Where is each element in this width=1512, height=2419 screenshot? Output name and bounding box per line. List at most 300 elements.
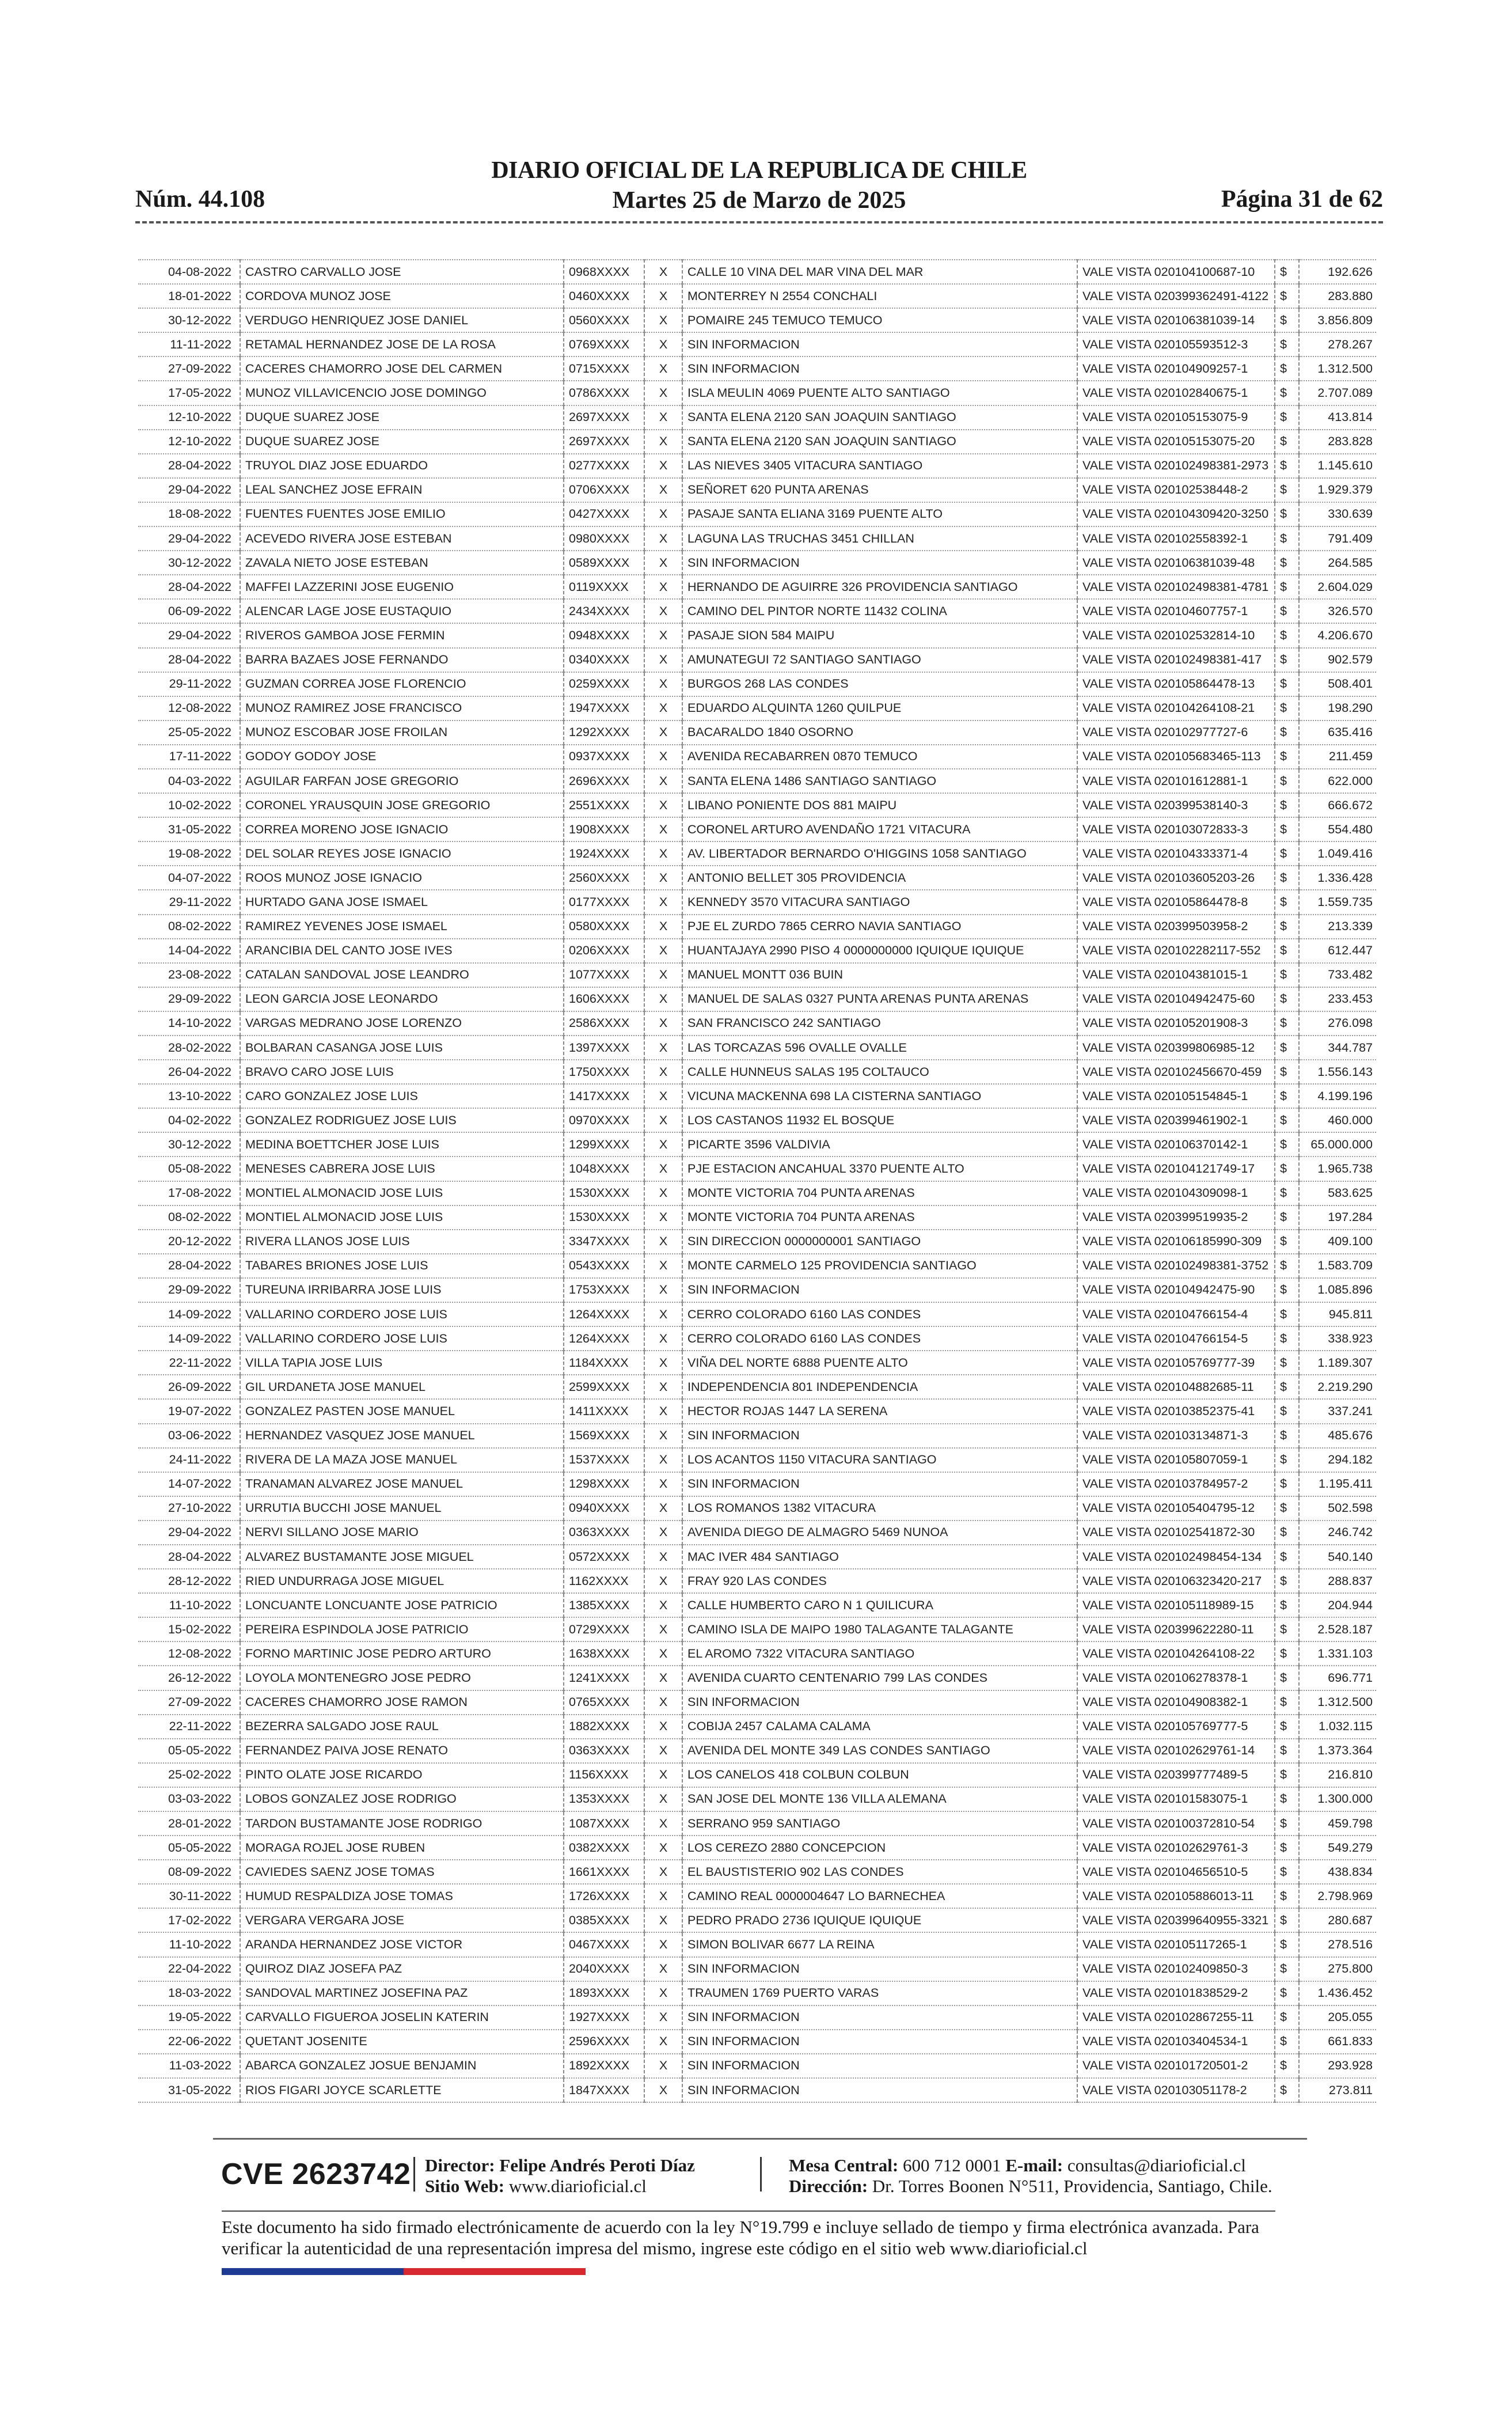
cell-document: VALE VISTA 020399806985-12 xyxy=(1077,1036,1275,1060)
cell-document: VALE VISTA 020102538448-2 xyxy=(1077,478,1275,502)
cell-id: 1661XXXX xyxy=(564,1860,644,1884)
cell-document: VALE VISTA 020104766154-4 xyxy=(1077,1302,1275,1326)
cell-currency: $ xyxy=(1275,1424,1299,1448)
cell-document: VALE VISTA 020106381039-48 xyxy=(1077,551,1275,575)
cell-address: AVENIDA DIEGO DE ALMAGRO 5469 NUNOA xyxy=(682,1521,1077,1545)
cell-id: 2599XXXX xyxy=(564,1375,644,1399)
cell-mark: X xyxy=(644,1181,682,1205)
table-row xyxy=(138,648,1376,672)
cell-name: DEL SOLAR REYES JOSE IGNACIO xyxy=(240,841,564,866)
cell-mark: X xyxy=(644,2078,682,2102)
table-row xyxy=(138,332,1376,357)
cell-id: 0382XXXX xyxy=(564,1836,644,1860)
cell-date: 05-05-2022 xyxy=(138,1739,240,1763)
cell-currency: $ xyxy=(1275,1472,1299,1496)
cell-id: 0706XXXX xyxy=(564,478,644,502)
legal-notice: Este documento ha sido firmado electrónicamente de acuerdo con la ley N°19.799 e incluye sellado de tiempo y firma electrónica avanzada. Para verificar la autenticidad de una representación impresa del mismo, ingrese este código en el sitio web www.diarioficial.cl xyxy=(222,2217,1259,2258)
cell-currency: $ xyxy=(1275,1399,1299,1423)
cell-amount: 460.000 xyxy=(1299,1108,1376,1132)
table-row xyxy=(138,1739,1376,1763)
cell-name: QUETANT JOSENITE xyxy=(240,2030,564,2054)
cell-mark: X xyxy=(644,1569,682,1593)
cell-id: 1924XXXX xyxy=(564,841,644,866)
cell-address: SEÑORET 620 PUNTA ARENAS xyxy=(682,478,1077,502)
cell-address: HECTOR ROJAS 1447 LA SERENA xyxy=(682,1399,1077,1423)
table-row xyxy=(138,551,1376,575)
cell-id: 1264XXXX xyxy=(564,1326,644,1351)
cell-address: SANTA ELENA 1486 SANTIAGO SANTIAGO xyxy=(682,769,1077,793)
cell-document: VALE VISTA 020106381039-14 xyxy=(1077,308,1275,332)
cell-id: 1162XXXX xyxy=(564,1569,644,1593)
footer-contact-block xyxy=(789,2155,1272,2197)
cell-address: MANUEL DE SALAS 0327 PUNTA ARENAS PUNTA ARENAS xyxy=(682,987,1077,1011)
cell-amount: 902.579 xyxy=(1299,648,1376,672)
cell-date: 04-02-2022 xyxy=(138,1108,240,1132)
cell-amount: 549.279 xyxy=(1299,1836,1376,1860)
cell-date: 14-09-2022 xyxy=(138,1326,240,1351)
cell-currency: $ xyxy=(1275,817,1299,841)
cell-address: PEDRO PRADO 2736 IQUIQUE IQUIQUE xyxy=(682,1908,1077,1932)
cell-amount: 337.241 xyxy=(1299,1399,1376,1423)
cell-document: VALE VISTA 020102629761-3 xyxy=(1077,1836,1275,1860)
cell-mark: X xyxy=(644,672,682,696)
cell-currency: $ xyxy=(1275,551,1299,575)
cell-address: KENNEDY 3570 VITACURA SANTIAGO xyxy=(682,890,1077,914)
cell-amount: 2.707.089 xyxy=(1299,381,1376,405)
cell-address: SIN INFORMACION xyxy=(682,2030,1077,2054)
cell-name: MUNOZ ESCOBAR JOSE FROILAN xyxy=(240,721,564,745)
cell-address: CORONEL ARTURO AVENDAÑO 1721 VITACURA xyxy=(682,817,1077,841)
table-row xyxy=(138,817,1376,841)
cell-document: VALE VISTA 020104942475-60 xyxy=(1077,987,1275,1011)
cell-name: LEAL SANCHEZ JOSE EFRAIN xyxy=(240,478,564,502)
cell-mark: X xyxy=(644,841,682,866)
publication-date: Martes 25 de Marzo de 2025 xyxy=(612,187,906,214)
cell-address: POMAIRE 245 TEMUCO TEMUCO xyxy=(682,308,1077,332)
cell-address: BURGOS 268 LAS CONDES xyxy=(682,672,1077,696)
cell-amount: 264.585 xyxy=(1299,551,1376,575)
cell-currency: $ xyxy=(1275,526,1299,551)
cell-document: VALE VISTA 020105153075-9 xyxy=(1077,405,1275,430)
cell-id: 1927XXXX xyxy=(564,2005,644,2030)
cell-address: SIN INFORMACION xyxy=(682,357,1077,381)
cell-amount: 2.528.187 xyxy=(1299,1617,1376,1641)
cell-name: BARRA BAZAES JOSE FERNANDO xyxy=(240,648,564,672)
cell-name: ROOS MUNOZ JOSE IGNACIO xyxy=(240,866,564,890)
cell-mark: X xyxy=(644,2054,682,2078)
cell-id: 1847XXXX xyxy=(564,2078,644,2102)
cell-amount: 1.556.143 xyxy=(1299,1060,1376,1084)
cell-currency: $ xyxy=(1275,841,1299,866)
cell-address: LOS ACANTOS 1150 VITACURA SANTIAGO xyxy=(682,1448,1077,1472)
cell-name: PEREIRA ESPINDOLA JOSE PATRICIO xyxy=(240,1617,564,1641)
cell-address: LAS TORCAZAS 596 OVALLE OVALLE xyxy=(682,1036,1077,1060)
cell-document: VALE VISTA 020101583075-1 xyxy=(1077,1787,1275,1811)
table-row xyxy=(138,1060,1376,1084)
cell-document: VALE VISTA 020105153075-20 xyxy=(1077,430,1275,454)
cell-amount: 280.687 xyxy=(1299,1908,1376,1932)
cell-date: 03-03-2022 xyxy=(138,1787,240,1811)
table-row xyxy=(138,745,1376,769)
cell-name: ABARCA GONZALEZ JOSUE BENJAMIN xyxy=(240,2054,564,2078)
cell-mark: X xyxy=(644,502,682,526)
cell-address: SIMON BOLIVAR 6677 LA REINA xyxy=(682,1932,1077,1957)
cell-mark: X xyxy=(644,454,682,478)
cell-name: DUQUE SUAREZ JOSE xyxy=(240,405,564,430)
cell-name: PINTO OLATE JOSE RICARDO xyxy=(240,1763,564,1787)
cell-id: 3347XXXX xyxy=(564,1230,644,1254)
cell-document: VALE VISTA 020102840675-1 xyxy=(1077,381,1275,405)
cell-currency: $ xyxy=(1275,1666,1299,1690)
cell-currency: $ xyxy=(1275,1787,1299,1811)
cell-amount: 204.944 xyxy=(1299,1593,1376,1617)
table-row xyxy=(138,1157,1376,1181)
cell-address: LOS CEREZO 2880 CONCEPCION xyxy=(682,1836,1077,1860)
cell-currency: $ xyxy=(1275,1084,1299,1108)
cell-amount: 1.300.000 xyxy=(1299,1787,1376,1811)
cell-name: CORREA MORENO JOSE IGNACIO xyxy=(240,817,564,841)
cell-mark: X xyxy=(644,1399,682,1423)
website-link[interactable]: www.diarioficial.cl xyxy=(508,2176,647,2196)
cell-id: 0937XXXX xyxy=(564,745,644,769)
table-row xyxy=(138,1181,1376,1205)
cell-name: LEON GARCIA JOSE LEONARDO xyxy=(240,987,564,1011)
table-row xyxy=(138,284,1376,308)
cell-name: GODOY GODOY JOSE xyxy=(240,745,564,769)
cell-date: 18-08-2022 xyxy=(138,502,240,526)
table-row xyxy=(138,1763,1376,1787)
cell-amount: 413.814 xyxy=(1299,405,1376,430)
cell-name: CACERES CHAMORRO JOSE RAMON xyxy=(240,1690,564,1715)
cell-currency: $ xyxy=(1275,1690,1299,1715)
table-row xyxy=(138,1860,1376,1884)
table-row xyxy=(138,1957,1376,1981)
cell-document: VALE VISTA 020105683465-113 xyxy=(1077,745,1275,769)
cell-currency: $ xyxy=(1275,1060,1299,1084)
records-table-body xyxy=(138,260,1376,2102)
cell-amount: 1.929.379 xyxy=(1299,478,1376,502)
cell-name: MENESES CABRERA JOSE LUIS xyxy=(240,1157,564,1181)
cell-date: 12-08-2022 xyxy=(138,696,240,721)
table-row xyxy=(138,1715,1376,1739)
cell-mark: X xyxy=(644,1884,682,1908)
cell-document: VALE VISTA 020105117265-1 xyxy=(1077,1932,1275,1957)
cell-currency: $ xyxy=(1275,405,1299,430)
cell-amount: 294.182 xyxy=(1299,1448,1376,1472)
cell-address: SIN INFORMACION xyxy=(682,1424,1077,1448)
cell-name: RAMIREZ YEVENES JOSE ISMAEL xyxy=(240,915,564,939)
cell-currency: $ xyxy=(1275,1108,1299,1132)
table-row xyxy=(138,1399,1376,1423)
cell-mark: X xyxy=(644,1981,682,2005)
cell-date: 31-05-2022 xyxy=(138,817,240,841)
cell-name: RIOS FIGARI JOYCE SCARLETTE xyxy=(240,2078,564,2102)
cell-date: 14-10-2022 xyxy=(138,1011,240,1036)
cell-address: LOS CASTANOS 11932 EL BOSQUE xyxy=(682,1108,1077,1132)
cell-amount: 205.055 xyxy=(1299,2005,1376,2030)
cell-name: SANDOVAL MARTINEZ JOSEFINA PAZ xyxy=(240,1981,564,2005)
cell-address: PICARTE 3596 VALDIVIA xyxy=(682,1132,1077,1157)
cell-amount: 485.676 xyxy=(1299,1424,1376,1448)
table-row xyxy=(138,769,1376,793)
cell-name: GONZALEZ PASTEN JOSE MANUEL xyxy=(240,1399,564,1423)
cell-name: VARGAS MEDRANO JOSE LORENZO xyxy=(240,1011,564,1036)
cell-document: VALE VISTA 020106278378-1 xyxy=(1077,1666,1275,1690)
cell-document: VALE VISTA 020105864478-8 xyxy=(1077,890,1275,914)
cell-document: VALE VISTA 020104656510-5 xyxy=(1077,1860,1275,1884)
cell-id: 1411XXXX xyxy=(564,1399,644,1423)
cell-amount: 554.480 xyxy=(1299,817,1376,841)
cell-currency: $ xyxy=(1275,1593,1299,1617)
cell-id: 2586XXXX xyxy=(564,1011,644,1036)
cell-date: 05-08-2022 xyxy=(138,1157,240,1181)
cell-document: VALE VISTA 020102558392-1 xyxy=(1077,526,1275,551)
cell-amount: 696.771 xyxy=(1299,1666,1376,1690)
table-row xyxy=(138,939,1376,963)
table-row xyxy=(138,1108,1376,1132)
cell-date: 25-05-2022 xyxy=(138,721,240,745)
cell-name: CORONEL YRAUSQUIN JOSE GREGORIO xyxy=(240,793,564,817)
cell-name: CARVALLO FIGUEROA JOSELIN KATERIN xyxy=(240,2005,564,2030)
cell-address: FRAY 920 LAS CONDES xyxy=(682,1569,1077,1593)
cell-date: 28-04-2022 xyxy=(138,648,240,672)
cell-mark: X xyxy=(644,2005,682,2030)
cell-date: 22-06-2022 xyxy=(138,2030,240,2054)
cell-document: VALE VISTA 020102409850-3 xyxy=(1077,1957,1275,1981)
cell-amount: 409.100 xyxy=(1299,1230,1376,1254)
cell-name: TRUYOL DIAZ JOSE EDUARDO xyxy=(240,454,564,478)
cell-currency: $ xyxy=(1275,478,1299,502)
cell-currency: $ xyxy=(1275,1932,1299,1957)
cell-document: VALE VISTA 020105864478-13 xyxy=(1077,672,1275,696)
cell-currency: $ xyxy=(1275,1569,1299,1593)
cell-id: 0363XXXX xyxy=(564,1739,644,1763)
cell-amount: 661.833 xyxy=(1299,2030,1376,2054)
cell-date: 26-09-2022 xyxy=(138,1375,240,1399)
page-number: Página 31 de 62 xyxy=(1221,186,1383,213)
cell-id: 1299XXXX xyxy=(564,1132,644,1157)
table-row xyxy=(138,672,1376,696)
cell-mark: X xyxy=(644,1351,682,1375)
table-row xyxy=(138,1302,1376,1326)
table-row xyxy=(138,454,1376,478)
cell-address: PJE ESTACION ANCAHUAL 3370 PUENTE ALTO xyxy=(682,1157,1077,1181)
cell-document: VALE VISTA 020101612881-1 xyxy=(1077,769,1275,793)
cell-id: 0948XXXX xyxy=(564,623,644,647)
table-row xyxy=(138,623,1376,647)
cell-name: TRANAMAN ALVAREZ JOSE MANUEL xyxy=(240,1472,564,1496)
cell-date: 26-12-2022 xyxy=(138,1666,240,1690)
cell-mark: X xyxy=(644,1617,682,1641)
cell-address: AV. LIBERTADOR BERNARDO O'HIGGINS 1058 SANTIAGO xyxy=(682,841,1077,866)
cell-name: LONCUANTE LONCUANTE JOSE PATRICIO xyxy=(240,1593,564,1617)
cell-currency: $ xyxy=(1275,696,1299,721)
cell-date: 04-08-2022 xyxy=(138,260,240,284)
cell-address: LOS ROMANOS 1382 VITACURA xyxy=(682,1496,1077,1521)
cell-mark: X xyxy=(644,1593,682,1617)
cell-date: 22-11-2022 xyxy=(138,1351,240,1375)
cell-date: 29-09-2022 xyxy=(138,1278,240,1302)
cell-amount: 330.639 xyxy=(1299,502,1376,526)
cell-mark: X xyxy=(644,648,682,672)
table-row xyxy=(138,1593,1376,1617)
table-row xyxy=(138,1641,1376,1666)
cell-currency: $ xyxy=(1275,1326,1299,1351)
cell-name: MUNOZ VILLAVICENCIO JOSE DOMINGO xyxy=(240,381,564,405)
page-header xyxy=(135,156,1383,219)
cell-mark: X xyxy=(644,1908,682,1932)
cell-id: 1048XXXX xyxy=(564,1157,644,1181)
cell-id: 1882XXXX xyxy=(564,1715,644,1739)
cell-mark: X xyxy=(644,1132,682,1157)
cell-document: VALE VISTA 020103404534-1 xyxy=(1077,2030,1275,2054)
cell-date: 29-04-2022 xyxy=(138,623,240,647)
cell-amount: 1.583.709 xyxy=(1299,1254,1376,1278)
cell-name: CATALAN SANDOVAL JOSE LEANDRO xyxy=(240,963,564,987)
cell-date: 28-04-2022 xyxy=(138,575,240,599)
cell-amount: 233.453 xyxy=(1299,987,1376,1011)
cell-currency: $ xyxy=(1275,284,1299,308)
cell-id: 0940XXXX xyxy=(564,1496,644,1521)
cell-date: 28-04-2022 xyxy=(138,1254,240,1278)
cell-id: 0385XXXX xyxy=(564,1908,644,1932)
cell-document: VALE VISTA 020104882685-11 xyxy=(1077,1375,1275,1399)
cell-currency: $ xyxy=(1275,915,1299,939)
cell-address: SAN JOSE DEL MONTE 136 VILLA ALEMANA xyxy=(682,1787,1077,1811)
cell-document: VALE VISTA 020100372810-54 xyxy=(1077,1811,1275,1836)
cell-currency: $ xyxy=(1275,260,1299,284)
cell-date: 05-05-2022 xyxy=(138,1836,240,1860)
cell-mark: X xyxy=(644,1448,682,1472)
cell-currency: $ xyxy=(1275,381,1299,405)
cell-mark: X xyxy=(644,1254,682,1278)
cell-mark: X xyxy=(644,890,682,914)
cell-mark: X xyxy=(644,696,682,721)
email-label: E-mail: xyxy=(1005,2155,1063,2175)
cell-currency: $ xyxy=(1275,866,1299,890)
cell-document: VALE VISTA 020103605203-26 xyxy=(1077,866,1275,890)
cell-mark: X xyxy=(644,1811,682,1836)
cell-mark: X xyxy=(644,915,682,939)
cell-id: 0970XXXX xyxy=(564,1108,644,1132)
cell-amount: 2.219.290 xyxy=(1299,1375,1376,1399)
cell-amount: 459.798 xyxy=(1299,1811,1376,1836)
footer-separator xyxy=(413,2157,415,2191)
cell-date: 15-02-2022 xyxy=(138,1617,240,1641)
cell-date: 28-02-2022 xyxy=(138,1036,240,1060)
cell-amount: 344.787 xyxy=(1299,1036,1376,1060)
cell-currency: $ xyxy=(1275,1011,1299,1036)
cell-mark: X xyxy=(644,1860,682,1884)
cell-address: AVENIDA CUARTO CENTENARIO 799 LAS CONDES xyxy=(682,1666,1077,1690)
table-row xyxy=(138,696,1376,721)
cell-document: VALE VISTA 020104309098-1 xyxy=(1077,1181,1275,1205)
cell-id: 0543XXXX xyxy=(564,1254,644,1278)
cell-document: VALE VISTA 020102456670-459 xyxy=(1077,1060,1275,1084)
cell-amount: 278.516 xyxy=(1299,1932,1376,1957)
cell-currency: $ xyxy=(1275,430,1299,454)
cell-date: 04-07-2022 xyxy=(138,866,240,890)
cve-code: CVE 2623742 xyxy=(221,2158,411,2191)
cell-date: 30-11-2022 xyxy=(138,1884,240,1908)
cell-document: VALE VISTA 020106185990-309 xyxy=(1077,1230,1275,1254)
table-row xyxy=(138,1351,1376,1375)
cell-mark: X xyxy=(644,1496,682,1521)
cell-date: 27-10-2022 xyxy=(138,1496,240,1521)
cell-amount: 1.049.416 xyxy=(1299,841,1376,866)
cell-mark: X xyxy=(644,1545,682,1569)
cell-document: VALE VISTA 020104942475-90 xyxy=(1077,1278,1275,1302)
cell-date: 29-04-2022 xyxy=(138,526,240,551)
cell-date: 12-10-2022 xyxy=(138,405,240,430)
cell-address: SIN INFORMACION xyxy=(682,332,1077,357)
cell-document: VALE VISTA 020104121749-17 xyxy=(1077,1157,1275,1181)
cell-date: 30-12-2022 xyxy=(138,308,240,332)
table-row xyxy=(138,1981,1376,2005)
table-row xyxy=(138,1545,1376,1569)
table-row xyxy=(138,987,1376,1011)
cell-currency: $ xyxy=(1275,1132,1299,1157)
cell-mark: X xyxy=(644,1715,682,1739)
cell-date: 12-10-2022 xyxy=(138,430,240,454)
cell-date: 12-08-2022 xyxy=(138,1641,240,1666)
cell-document: VALE VISTA 020105769777-5 xyxy=(1077,1715,1275,1739)
cell-currency: $ xyxy=(1275,1521,1299,1545)
cell-name: TABARES BRIONES JOSE LUIS xyxy=(240,1254,564,1278)
cell-id: 1156XXXX xyxy=(564,1763,644,1787)
cell-currency: $ xyxy=(1275,648,1299,672)
cell-name: MAFFEI LAZZERINI JOSE EUGENIO xyxy=(240,575,564,599)
table-row xyxy=(138,1326,1376,1351)
cell-amount: 4.199.196 xyxy=(1299,1084,1376,1108)
cell-document: VALE VISTA 020105404795-12 xyxy=(1077,1496,1275,1521)
cell-id: 0786XXXX xyxy=(564,381,644,405)
cell-name: ARANDA HERNANDEZ JOSE VICTOR xyxy=(240,1932,564,1957)
cell-id: 0427XXXX xyxy=(564,502,644,526)
cell-document: VALE VISTA 020104381015-1 xyxy=(1077,963,1275,987)
cell-document: VALE VISTA 020104607757-1 xyxy=(1077,599,1275,623)
table-row xyxy=(138,357,1376,381)
table-row xyxy=(138,1521,1376,1545)
cell-amount: 4.206.670 xyxy=(1299,623,1376,647)
cell-date: 19-08-2022 xyxy=(138,841,240,866)
cell-name: MEDINA BOETTCHER JOSE LUIS xyxy=(240,1132,564,1157)
cell-currency: $ xyxy=(1275,308,1299,332)
cell-currency: $ xyxy=(1275,1205,1299,1230)
cell-id: 1077XXXX xyxy=(564,963,644,987)
table-row xyxy=(138,1690,1376,1715)
cell-currency: $ xyxy=(1275,2054,1299,2078)
table-row xyxy=(138,1836,1376,1860)
cell-currency: $ xyxy=(1275,1448,1299,1472)
cell-mark: X xyxy=(644,769,682,793)
cell-date: 08-09-2022 xyxy=(138,1860,240,1884)
cell-id: 1726XXXX xyxy=(564,1884,644,1908)
cell-name: GIL URDANETA JOSE MANUEL xyxy=(240,1375,564,1399)
cell-currency: $ xyxy=(1275,1302,1299,1326)
email-link[interactable]: consultas@diarioficial.cl xyxy=(1067,2155,1246,2175)
cell-address: CALLE HUMBERTO CARO N 1 QUILICURA xyxy=(682,1593,1077,1617)
cell-document: VALE VISTA 020102532814-10 xyxy=(1077,623,1275,647)
cell-address: LAGUNA LAS TRUCHAS 3451 CHILLAN xyxy=(682,526,1077,551)
cell-currency: $ xyxy=(1275,890,1299,914)
cell-amount: 3.856.809 xyxy=(1299,308,1376,332)
cell-address: CERRO COLORADO 6160 LAS CONDES xyxy=(682,1326,1077,1351)
cell-mark: X xyxy=(644,963,682,987)
cell-name: VALLARINO CORDERO JOSE LUIS xyxy=(240,1326,564,1351)
cell-amount: 1.145.610 xyxy=(1299,454,1376,478)
cell-id: 0277XXXX xyxy=(564,454,644,478)
